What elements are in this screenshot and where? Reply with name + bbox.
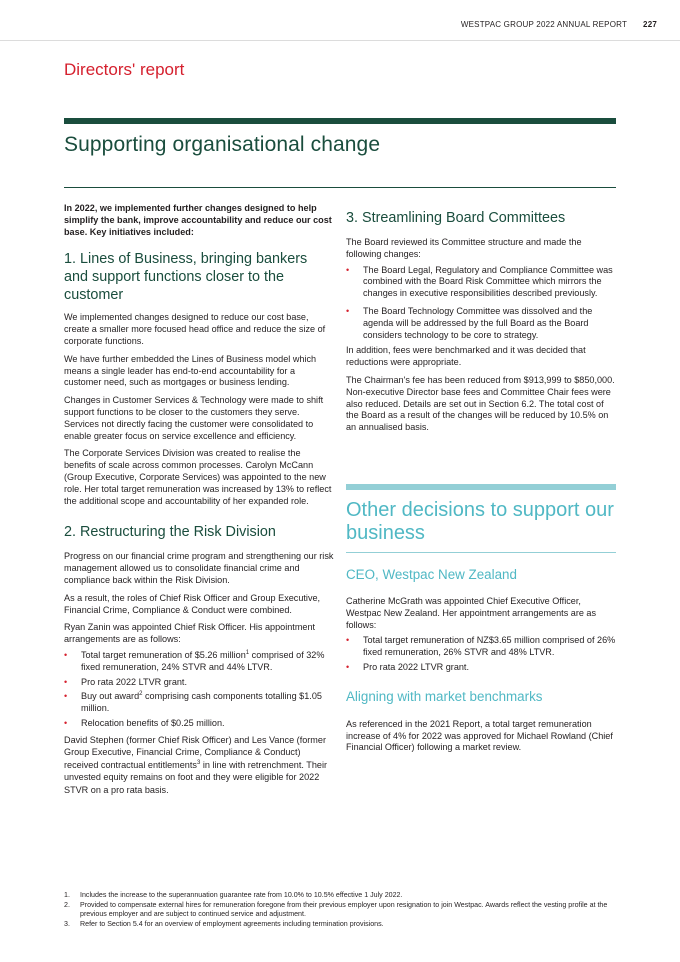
paragraph: Catherine McGrath was appointed Chief Executive Officer, Westpac New Zealand. Her appointment arrangements are as follows:: [346, 596, 597, 630]
title-rule: [64, 187, 616, 188]
list-item: • The Board Legal, Regulatory and Compliance Committee was combined with the Board Risk Committee which mirrors the changes in executive responsibilities described previously.: [346, 265, 616, 300]
list-item: • The Board Technology Committee was dissolved and the agenda will be addressed by the full Board as the Board considers technology to be core to strategy.: [346, 306, 616, 341]
section-title: Directors' report: [64, 60, 185, 79]
list-item: • Total target remuneration of NZ$3.65 million comprised of 26% fixed remuneration, 26% STVR and 48% LTVR.: [346, 635, 616, 659]
paragraph: As a result, the roles of Chief Risk Officer and Group Executive, Financial Crime, Compliance & Conduct were combined.: [64, 592, 321, 615]
list-item: • Relocation benefits of $0.25 million.: [64, 718, 334, 730]
running-header: [461, 20, 657, 29]
other-decisions-rule: [346, 552, 616, 553]
title-bar: [64, 118, 616, 124]
list-item: • Pro rata 2022 LTVR grant.: [346, 662, 616, 674]
paragraph: Ryan Zanin was appointed Chief Risk Officer. His appointment arrangements are as follows:: [64, 622, 316, 645]
page-number: 227: [643, 20, 657, 29]
heading-market-benchmarks: Aligning with market benchmarks: [346, 688, 543, 704]
right-column: [346, 209, 616, 440]
footnote: 3. Refer to Section 5.4 for an overview of employment agreements including termination provisions.: [64, 919, 384, 928]
paragraph: As referenced in the 2021 Report, a total target remuneration increase of 4% for 2022 was approved for Michael Rowland (Chief Financial Officer) following a market review.: [346, 718, 613, 753]
paragraph: In addition, fees were benchmarked and it was decided that reductions were appropriate.: [346, 345, 586, 368]
footnote: 2. Provided to compensate external hires for remuneration foregone from their previous employer upon resignation to join Westpac. Awards reflect the vesting profile at the previous employer and are subject to continued service and adjustment.: [64, 900, 608, 919]
list-item: • Total target remuneration of $5.26 million$^1$ comprised of 32% fixed remuneration, 24% STVR and 44% LTVR.: [64, 650, 334, 674]
header-divider: [0, 40, 680, 41]
bullet-list: [346, 635, 616, 673]
paragraph: The Board reviewed its Committee structure and made the following changes:: [346, 237, 582, 259]
heading-ceo-nz: CEO, Westpac New Zealand: [346, 567, 517, 582]
right-column-lower: [346, 566, 616, 760]
list-item: • Pro rata 2022 LTVR grant.: [64, 677, 334, 689]
paragraph: We implemented changes designed to reduce our cost base, create a smaller more focused head office and reduce the size of corporate functions.: [64, 312, 326, 346]
bullet-list: [64, 650, 334, 730]
list-item: • Buy out award$^2$ comprising cash components totalling $1.05 million.: [64, 691, 334, 715]
page-title: Supporting organisational change: [64, 133, 381, 156]
bullet-list: [346, 265, 616, 342]
intro-paragraph: In 2022, we implemented further changes designed to help simplify the bank, improve accountability and reduce our cost base. Key initiatives included:: [64, 203, 332, 237]
paragraph: Changes in Customer Services & Technology were made to shift support functions to be closer to the customers they serve. Services not directly facing the customer were consolidated to enable greater focus on service excellence and efficiency.: [64, 395, 324, 441]
paragraph: We have further embedded the Lines of Business model which means a single leader has end-to-end accountability for a customer need, such as mortgages or business lending.: [64, 353, 317, 388]
footnotes: [64, 891, 616, 929]
paragraph: The Corporate Services Division was created to realise the benefits of scale across common processes. Carolyn McCann (Group Executive, Corporate Services) was appointed to the new role. Her total target remuneration was increased by 13% to reflect the additional scope and accountability of her expanded role.: [64, 448, 332, 506]
heading-lines-of-business: 1. Lines of Business, bringing bankers and support functions closer to the customer: [64, 251, 308, 304]
report-name: WESTPAC GROUP 2022 ANNUAL REPORT: [460, 20, 628, 29]
left-column: [64, 203, 334, 803]
heading-risk-division: 2. Restructuring the Risk Division: [64, 524, 276, 541]
paragraph: Progress on our financial crime program and strengthening our risk management allowed us to consolidate financial crime and compliance back within the Risk Division.: [64, 551, 334, 585]
heading-board-committees: 3. Streamlining Board Committees: [346, 210, 566, 226]
other-decisions-bar: [346, 484, 616, 490]
paragraph: David Stephen (former Chief Risk Officer) and Les Vance (former Group Executive, Financial Crime, Compliance & Conduct) received contractual entitlements$^3$ in line with retrenchment. Their unvested equity remains on foot and they were eligible for 2022 STVR on a pro rata basis.: [64, 734, 327, 796]
paragraph: The Chairman's fee has been reduced from $913,999 to $850,000. Non-executive Director base fees and Committee Chair fees were also reduced. Details are set out in Section 6.2. The total cost of the Board as a result of the changes will be reduced by 10.5% on an annualised basis.: [346, 374, 615, 433]
other-decisions-title: Other decisions to support our business: [346, 499, 614, 544]
footnote: 1. Includes the increase to the superannuation guarantee rate from 10.0% to 10.5% effective 1 July 2022.: [64, 891, 403, 899]
